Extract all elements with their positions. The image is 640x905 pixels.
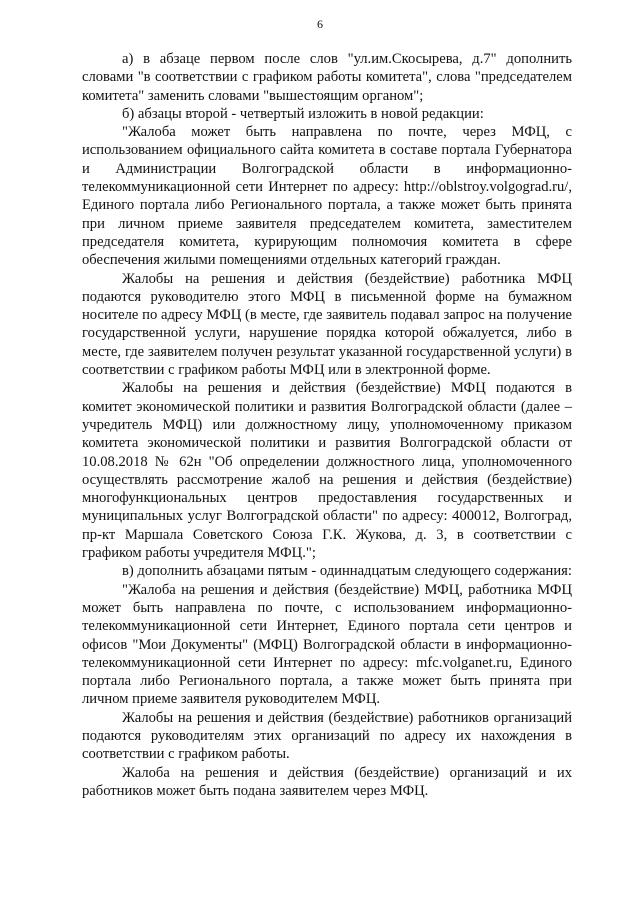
page-number: 6 — [317, 17, 323, 31]
paragraph: а) в абзаце первом после слов "ул.им.Скосырева, д.7" дополнить словами "в соответствии с графиком работы комитета", слова "председателем комитета" заменить словами "вышестоящим органом"; — [82, 51, 572, 104]
paragraph: "Жалоба на решения и действия (бездействие) МФЦ, работника МФЦ может быть направлена по почте, с использованием информационно-телекоммуникационной сети Интернет, Единого портала сети центров и офисов "Мои Документы" (МФЦ) Волгоградской области в информационно-телекоммуникационной сети Интернет по адресу: mfc.volganet.ru, Единого портала либо Регионального портала, а также может быть принята при личном приеме заявителя руководителем МФЦ. — [82, 581, 572, 708]
paragraph: в) дополнить абзацами пятым - одиннадцатым следующего содержания: — [122, 563, 572, 580]
paragraph: Жалобы на решения и действия (бездействие) МФЦ подаются в комитет экономической политики и развития Волгоградской области (далее – учредитель МФЦ) или должностному лицу, уполномоченному приказом комитета экономической политики и развития Волгоградской области от 10.08.2018 № 62н "Об определении должностного лица, уполномоченного осуществлять рассмотрение жалоб на решения и действия (бездействие) многофункциональных центров предоставления государственных и муниципальных услуг Волгоградской области" по адресу: 400012, Волгоград, пр-кт Маршала Советского Союза Г.К. Жукова, д. 3, в соответствии с графиком работы учредителя МФЦ."; — [82, 380, 572, 562]
paragraph: "Жалоба может быть направлена по почте, через МФЦ, с использованием официального сайта комитета в составе портала Губернатора и Администрации Волгоградской области в информационно-телекоммуникационной сети Интернет по адресу: http://oblstroy.volgograd.ru/, Единого портала либо Регионального портала, а также может быть принята при личном приеме заявителя председателем комитета, заместителем председателя комитета, курирующим полномочия комитета в сфере обеспечения жилыми помещениями отдельных категорий граждан. — [82, 124, 572, 269]
document-body — [82, 50, 572, 800]
paragraph: Жалоба на решения и действия (бездействие) организаций и их работников может быть подана заявителем через МФЦ. — [82, 764, 572, 799]
paragraph: Жалобы на решения и действия (бездействие) работников организаций подаются руководителям этих организаций по адресу их нахождения в соответствии с графиком работы. — [82, 709, 572, 763]
paragraph: Жалобы на решения и действия (бездействие) работника МФЦ подаются руководителю этого МФЦ в письменной форме на бумажном носителе по адресу МФЦ (в месте, где заявитель подавал запрос на получение государственной услуги, нарушение порядка которой обжалуется, либо в месте, где заявителем получен результат указанной государственной услуги) в соответствии с графиком работы МФЦ или в электронной форме. — [82, 270, 572, 379]
paragraph: б) абзацы второй - четвертый изложить в новой редакции: — [122, 105, 484, 122]
